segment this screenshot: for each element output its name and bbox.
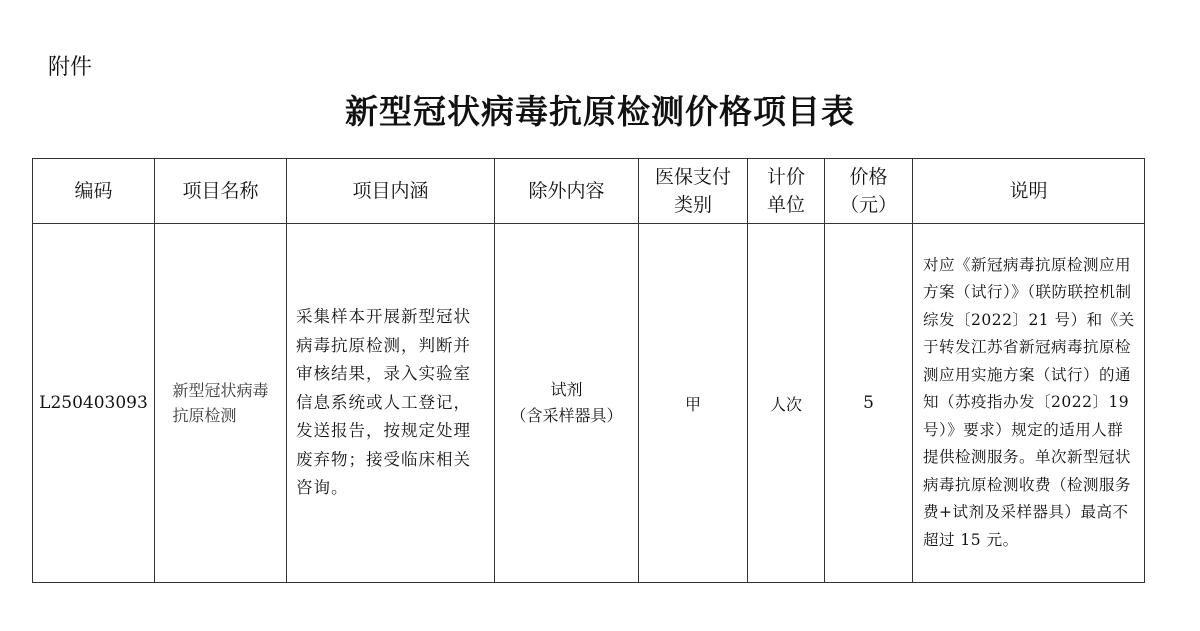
- header-content: 项目内涵: [287, 159, 495, 224]
- header-price: 价格 （元）: [825, 159, 913, 224]
- header-name: 项目名称: [155, 159, 287, 224]
- header-excluded: 除外内容: [495, 159, 639, 224]
- cell-excluded: 试剂 （含采样器具）: [495, 224, 639, 583]
- cell-pricing-unit: 人次: [748, 224, 825, 583]
- document-title: 新型冠状病毒抗原检测价格项目表: [345, 92, 855, 131]
- cell-price: 5: [825, 224, 913, 583]
- header-code: 编码: [33, 159, 155, 224]
- price-item-table: [32, 158, 1145, 583]
- cell-name: 新型冠状病毒抗原检测: [155, 224, 287, 583]
- table-header-row: [33, 159, 1145, 224]
- cell-content: 采集样本开展新型冠状病毒抗原检测，判断并审核结果，录入实验室信息系统或人工登记，发送报告，按规定处理废弃物；接受临床相关咨询。: [287, 224, 495, 583]
- header-description: 说明: [913, 159, 1145, 224]
- cell-description: 对应《新冠病毒抗原检测应用方案（试行）》（联防联控机制综发〔2022〕21 号）和《关于转发江苏省新冠病毒抗原检测应用实施方案（试行）的通知（苏疫指办发〔2022〕19号）》要求）规定的适用人群提供检测服务。单次新型冠状病毒抗原检测收费（检测服务费+试剂及采样器具）最高不超过 15 元。: [913, 224, 1145, 583]
- header-insurance-category: 医保支付 类别: [639, 159, 748, 224]
- table-row: [33, 224, 1145, 583]
- cell-code: L250403093: [33, 224, 155, 583]
- attachment-label: 附件: [48, 55, 93, 80]
- cell-insurance-category: 甲: [639, 224, 748, 583]
- header-pricing-unit: 计价 单位: [748, 159, 825, 224]
